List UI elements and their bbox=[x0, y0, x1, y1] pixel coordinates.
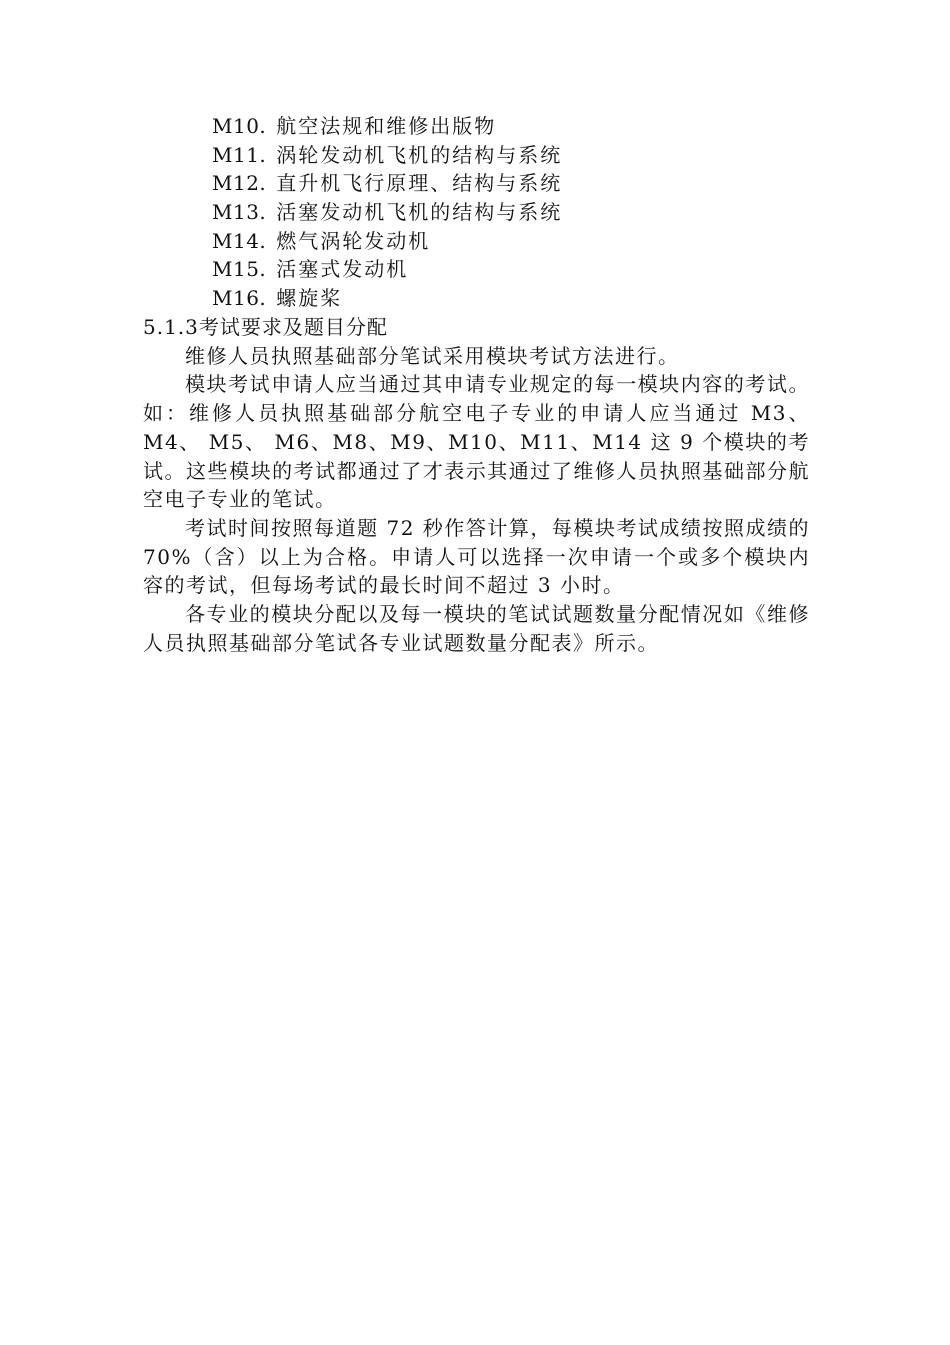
module-list bbox=[212, 112, 562, 313]
module-code: M11. bbox=[212, 142, 267, 167]
module-code: M16. bbox=[212, 286, 267, 311]
module-code: M14. bbox=[212, 228, 267, 253]
module-code: M13. bbox=[212, 200, 267, 225]
module-item bbox=[212, 227, 562, 256]
section-heading: 5.1.3考试要求及题目分配 bbox=[143, 315, 388, 339]
module-item bbox=[212, 169, 562, 198]
module-name: 燃气涡轮发动机 bbox=[276, 228, 431, 253]
module-item bbox=[212, 112, 562, 141]
module-name: 直升机飞行原理、结构与系统 bbox=[276, 171, 563, 196]
paragraph: 各专业的模块分配以及每一模块的笔试试题数量分配情况如《维修人员执照基础部分笔试各专业试题数量分配表》所示。 bbox=[143, 602, 810, 655]
paragraph: 维修人员执照基础部分笔试采用模块考试方法进行。 bbox=[185, 343, 680, 368]
module-code: M12. bbox=[212, 171, 267, 196]
module-name: 活塞式发动机 bbox=[276, 257, 409, 282]
module-item bbox=[212, 198, 562, 227]
module-name: 螺旋桨 bbox=[276, 286, 343, 311]
module-name: 活塞发动机飞机的结构与系统 bbox=[276, 200, 563, 225]
exam-requirements-section bbox=[143, 313, 810, 657]
module-item bbox=[212, 255, 562, 284]
module-name: 航空法规和维修出版物 bbox=[276, 114, 497, 138]
module-item bbox=[212, 141, 562, 170]
module-code: M10. bbox=[212, 114, 267, 138]
paragraph: 考试时间按照每道题 72 秒作答计算，每模块考试成绩按照成绩的 70%（含）以上为合格。申请人可以选择一次申请一个或多个模块内容的考试，但每场考试的最长时间不超过 3 小时。 bbox=[143, 515, 810, 598]
module-name: 涡轮发动机飞机的结构与系统 bbox=[276, 142, 563, 167]
module-item bbox=[212, 284, 562, 313]
paragraph: 模块考试申请人应当通过其申请专业规定的每一模块内容的考试。如：维修人员执照基础部分航空电子专业的申请人应当通过 M3、M4、 M5、 M6、M8、M9、M10、M11、M14 这 9 个模块的考试。这些模块的考试都通过了才表示其通过了维修人员执照基础部分航空电子专业的笔试。 bbox=[143, 372, 810, 512]
module-code: M15. bbox=[212, 257, 267, 282]
